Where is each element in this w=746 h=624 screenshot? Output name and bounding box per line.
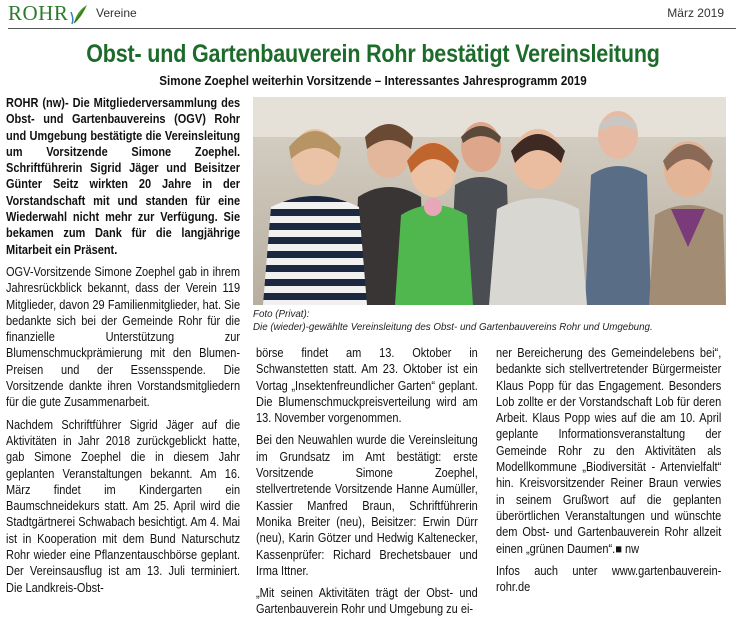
photo-credit: Foto (Privat): [253, 308, 310, 320]
issue-date: März 2019 [667, 6, 724, 20]
leaf-icon [70, 3, 90, 25]
article-paragraph: Nachdem Schriftführer Sigrid Jäger auf die Aktivitäten in Jahr 2018 zurückgeblickt hatte, gab Simone Zoephel die in diesem Jahr geplanten Veranstaltungen bekannt. Am 16. März findet im Kindergarten ein Baumschneidekurs statt. Am 25. April wird die Stadtgärtnerei Schwabach besichtigt. Am 4. Mai ist in Kooperation mit dem Bund Naturschutz Rohr wieder eine Pflanzentauschbörse geplant. Der Vereinsausflug ist am 13. Juli terminiert. Die Landkreis-Obst- [6, 417, 241, 595]
article-column-2 [256, 345, 478, 624]
article-paragraph: Bei den Neuwahlen wurde die Vereinsleitung im Grundsatz im Amt bestätigt: erste Vorsitzende Simone Zoephel, stellvertretende Vorsitzende Hanne Aumüller, Kassier Manfred Braun, Schriftführerin Monika Breiter (neu), Beisitzer: Erwin Dürr (neu), Karin Götzer und Hedwig Kaltenecker, Kassenprüfer: Richard Brechetsbauer und Irma Ittner. [256, 433, 478, 578]
rohr-logo: ROHR [8, 1, 69, 25]
author-tag: nw [624, 541, 640, 556]
paragraph-text: ner Bereicherung des Gemeindelebens bei“, bedankte sich stellvertretender Bürgermeister Klaus Popp für das Engagement. Besonders Lob zollte er der Vorstandschaft Lob für deren Arbeit. Klaus Popp wies auf die am 10. April geplante Informationsveranstaltung der Gemeinde Rohr zu den Aktivitäten als Modellkommune „Biodiversität - Artenvielfalt“ hin. Kreisvorsitzender Reiner Braun verwies in seinem Grußwort auf die geplanten überörtlichen Veranstaltungen und wünschte dem Obst- und Gartenbauverein Rohr allzeit einen „grünen Daumen“. [496, 346, 722, 556]
article-paragraph: Infos auch unter www.gartenbauverein-rohr.de [496, 563, 722, 595]
article-column-1 [6, 95, 240, 602]
article-subheadline: Simone Zoephel weiterhin Vorsitzende – Interessantes Jahresprogramm 2019 [159, 74, 587, 88]
page-header [0, 0, 746, 28]
article-paragraph: OGV-Vorsitzende Simone Zoephel gab in ihrem Jahresrückblick bekannt, dass der Verein 119 Mitglieder, davon 29 Familienmitglieder, hat. Sie bedankte sich bei der Gemeinde Rohr für die finanzielle Unterstützung zur Blumenschmuckprämierung mit den Blumen-Preisen und der Essensspende. Die Vorsitzende dankte ihren Vorstandsmitgliedern für die gute Zusammenarbeit. [6, 264, 241, 410]
article-paragraph: börse findet am 13. Oktober in Schwanstetten statt. Am 23. Oktober ist ein Vortag „Insektenfreundlicher Garten“ geplant. Die Blumenschmuckpreisverteilung wird am 13. November vorgenommen. [256, 346, 478, 426]
header-divider [8, 28, 736, 29]
section-label: Vereine [96, 6, 137, 20]
article-headline: Obst- und Gartenbauverein Rohr bestätigt Vereinsleitung [86, 40, 660, 68]
article-paragraph [496, 345, 721, 557]
article-lead: ROHR (nw)- Die Mitgliederversammlung des Obst- und Gartenbauvereins (OGV) Rohr und Umgebung bestätigte die Vereinsleitung um Vorsitzende Simone Zoephel. Schriftführerin Sigrid Jäger und Beisitzer Günter Seitz wirkten 20 Jahre in der Vorstandschaft mit und standen für eine Wiederwahl nicht mehr zur Verfügung. Sie bekamen zum Dank für die langjährige Mitarbeit ein Präsent. [6, 96, 241, 257]
photo-caption-text: Die (wieder)-gewählte Vereinsleitung des Obst- und Gartenbauvereins Rohr und Umgebung. [253, 321, 653, 333]
article-paragraph: „Mit seinen Aktivitäten trägt der Obst- und Gartenbauverein Rohr und Umgebung zu ei- [256, 586, 478, 617]
photo-caption [253, 308, 718, 334]
end-mark: ■ [615, 541, 622, 556]
article-column-3 [496, 345, 721, 601]
group-photo [253, 97, 726, 305]
